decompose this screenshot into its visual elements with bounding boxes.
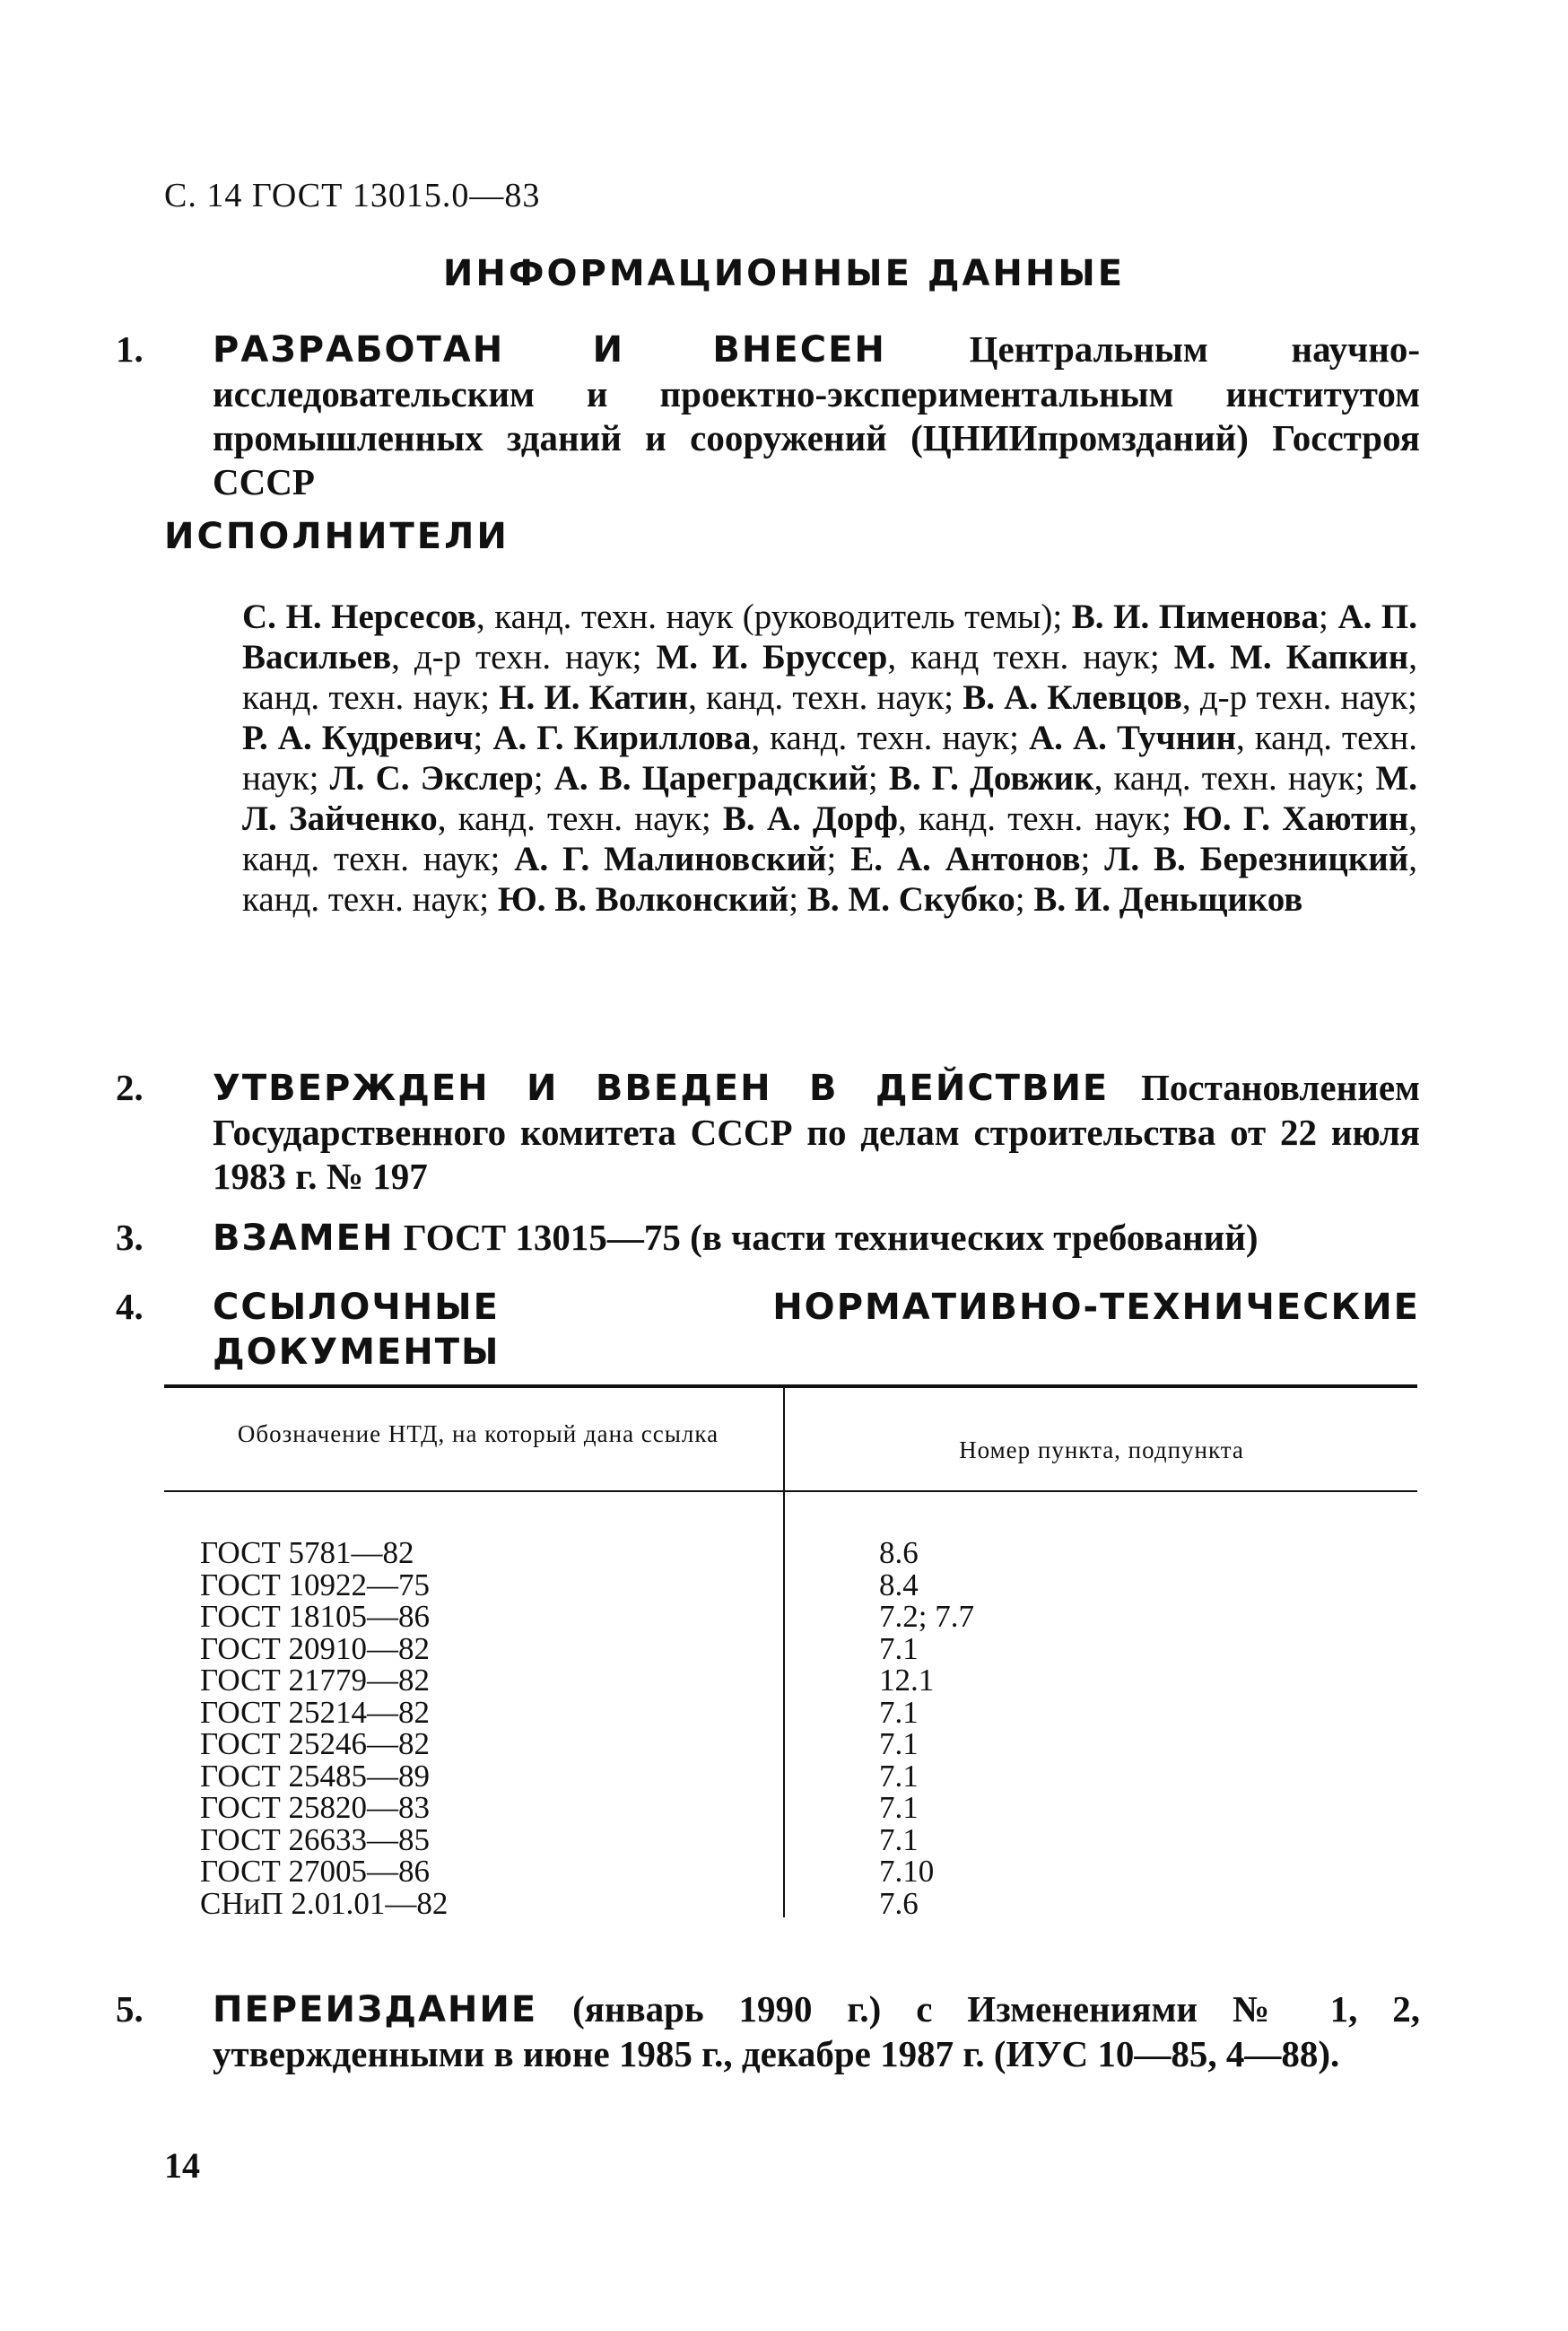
executor-name: А. П. Васильев xyxy=(242,598,1418,677)
executor-name: А. А. Тучнин xyxy=(1029,719,1236,757)
table-cell-clause: 7.10 xyxy=(879,1854,935,1889)
table-cell-clause: 7.1 xyxy=(879,1790,919,1825)
table-cell-clause: 8.6 xyxy=(879,1535,919,1570)
executors-list xyxy=(242,597,1417,920)
executor-title: ; xyxy=(1015,880,1034,919)
executor-name: А. Г. Кириллова xyxy=(492,719,752,757)
table-cell-doc: ГОСТ 27005—86 xyxy=(200,1854,431,1889)
executor-title: ; xyxy=(1319,598,1338,636)
table-clause-column xyxy=(879,1537,974,1919)
executor-name: А. Г. Малиновский xyxy=(514,840,827,878)
item-3-text: ГОСТ 13015—75 (в части технических требований) xyxy=(394,1217,1259,1258)
executor-name: В. И. Пименова xyxy=(1071,598,1320,636)
executor-name: М. М. Капкин xyxy=(1173,638,1409,677)
executor-title: , канд. техн. наук; xyxy=(897,799,1184,838)
table-cell-doc: СНиП 2.01.01—82 xyxy=(200,1885,449,1921)
item-5 xyxy=(116,1987,1420,2076)
executor-title: , канд. техн. наук; xyxy=(242,799,1418,878)
table-cell-clause: 7.1 xyxy=(879,1758,919,1794)
executor-name: В. И. Деньщиков xyxy=(1033,880,1303,919)
item-3-caps: ВЗАМЕН xyxy=(213,1218,395,1259)
table-cell-clause: 12.1 xyxy=(879,1663,935,1698)
executor-name: Л. В. Березницкий xyxy=(1104,840,1409,878)
item-5-number: 5. xyxy=(116,1988,144,2030)
executor-name: Е. А. Антонов xyxy=(850,840,1081,878)
executor-title: , канд техн. наук; xyxy=(887,638,1174,677)
executor-name: Л. С. Экслер xyxy=(329,759,534,798)
item-1-number: 1. xyxy=(116,328,144,370)
executor-name: А. В. Цареградский xyxy=(553,759,868,798)
table-cell-doc: ГОСТ 10922—75 xyxy=(200,1567,431,1602)
item-2-number: 2. xyxy=(116,1067,144,1108)
executor-title: , канд. техн. наук; xyxy=(242,638,1417,717)
table-cell-doc: ГОСТ 26633—85 xyxy=(200,1821,431,1857)
executor-title: , канд. техн. наук; xyxy=(437,799,723,838)
reference-table xyxy=(164,1384,1417,1923)
executor-name: Н. И. Катин xyxy=(499,678,689,717)
table-cell-clause: 7.6 xyxy=(879,1885,919,1921)
executor-name: В. А. Дорф xyxy=(722,799,898,838)
table-doc-column xyxy=(200,1537,448,1919)
table-cell-clause: 7.1 xyxy=(879,1694,919,1730)
item-1 xyxy=(116,327,1420,504)
item-4-caps: ССЫЛОЧНЫЕ НОРМАТИВНО-ТЕХНИЧЕСКИЕ ДОКУМЕНТЫ xyxy=(213,1287,1420,1373)
executor-name: Ю. Г. Хаютин xyxy=(1183,799,1409,838)
executor-title: , канд. техн. наук; xyxy=(242,840,1418,919)
executor-name: В. М. Скубко xyxy=(806,880,1015,919)
table-head-right: Номер пункта, подпункта xyxy=(959,1436,1244,1463)
table-cell-clause: 7.2; 7.7 xyxy=(879,1599,974,1634)
item-3 xyxy=(116,1216,1420,1261)
item-2-caps: УТВЕРЖДЕН И ВВЕДЕН В ДЕЙСТВИЕ xyxy=(213,1068,1110,1109)
executor-title: ; xyxy=(788,880,807,919)
document-title: ИНФОРМАЦИОННЫЕ ДАННЫЕ xyxy=(442,253,1126,294)
executor-title: ; xyxy=(867,759,889,798)
table-column-divider xyxy=(783,1388,785,1917)
table-cell-clause: 7.1 xyxy=(879,1821,919,1857)
table-cell-doc: ГОСТ 25485—89 xyxy=(200,1758,431,1794)
executor-name: М. Л. Зайченко xyxy=(242,759,1418,838)
page-header: С. 14 ГОСТ 13015.0—83 xyxy=(164,177,541,214)
executor-title: , д-р техн. наук; xyxy=(391,638,657,677)
executor-title: ; xyxy=(826,840,851,878)
executor-title: , канд. техн. наук; xyxy=(1093,759,1376,798)
executor-title: , канд. техн. наук; xyxy=(242,719,1417,798)
executor-name: С. Н. Нерсесов xyxy=(242,598,476,636)
executor-title: , д-р техн. наук; xyxy=(1181,678,1418,717)
executor-title: , канд. техн. наук; xyxy=(688,678,963,717)
executor-title: ; xyxy=(473,719,493,757)
item-3-number: 3. xyxy=(116,1217,144,1258)
item-5-caps: ПЕРЕИЗДАНИЕ xyxy=(213,1989,538,2030)
page-number: 14 xyxy=(164,2145,200,2186)
table-cell-doc: ГОСТ 5781—82 xyxy=(200,1535,414,1570)
item-5-text: (январь 1990 г.) с Изменениями № 1, 2, утвержденными в июне 1985 г., декабре 1987 г. (ИУС 10—85, 4—88). xyxy=(213,1988,1420,2074)
table-cell-clause: 7.1 xyxy=(879,1630,919,1666)
table-cell-doc: ГОСТ 25820—83 xyxy=(200,1790,431,1825)
item-2 xyxy=(116,1066,1420,1199)
executor-title: , канд. техн. наук (руководитель темы); xyxy=(475,598,1072,636)
item-4-number: 4. xyxy=(116,1286,144,1327)
item-4 xyxy=(116,1285,1420,1375)
item-1-caps: РАЗРАБОТАН И ВНЕСЕН xyxy=(213,329,886,371)
executor-name: В. А. Клевцов xyxy=(963,678,1182,717)
item-1-text: Центральным научно-исследовательским и проектно-экспериментальным институтом промышленных зданий и сооружений (ЦНИИпромзданий) Госстроя СССР xyxy=(213,328,1420,502)
table-cell-doc: ГОСТ 20910—82 xyxy=(200,1630,431,1666)
table-header-rule xyxy=(164,1490,1417,1492)
table-cell-doc: ГОСТ 25214—82 xyxy=(200,1694,431,1730)
executor-name: М. И. Бруссер xyxy=(656,638,888,677)
table-cell-doc: ГОСТ 18105—86 xyxy=(200,1599,431,1634)
executor-name: В. Г. Довжик xyxy=(888,759,1094,798)
item-2-text: Постановлением Государственного комитета СССР по делам строительства от 22 июля 1983 г. № 197 xyxy=(213,1067,1420,1197)
executor-name: Ю. В. Волконский xyxy=(497,880,789,919)
table-head-left: Обозначение НТД, на который дана ссылка xyxy=(237,1420,719,1447)
table-top-rule xyxy=(164,1384,1417,1388)
table-cell-doc: ГОСТ 25246—82 xyxy=(200,1726,431,1761)
executor-title: , канд. техн. наук; xyxy=(751,719,1029,757)
executor-title: ; xyxy=(1080,840,1105,878)
table-cell-clause: 7.1 xyxy=(879,1726,919,1761)
table-cell-doc: ГОСТ 21779—82 xyxy=(200,1663,431,1698)
executor-name: Р. А. Кудревич xyxy=(242,719,474,757)
executors-heading: ИСПОЛНИТЕЛИ xyxy=(164,516,510,557)
table-cell-clause: 8.4 xyxy=(879,1567,919,1602)
executor-title: ; xyxy=(533,759,554,798)
